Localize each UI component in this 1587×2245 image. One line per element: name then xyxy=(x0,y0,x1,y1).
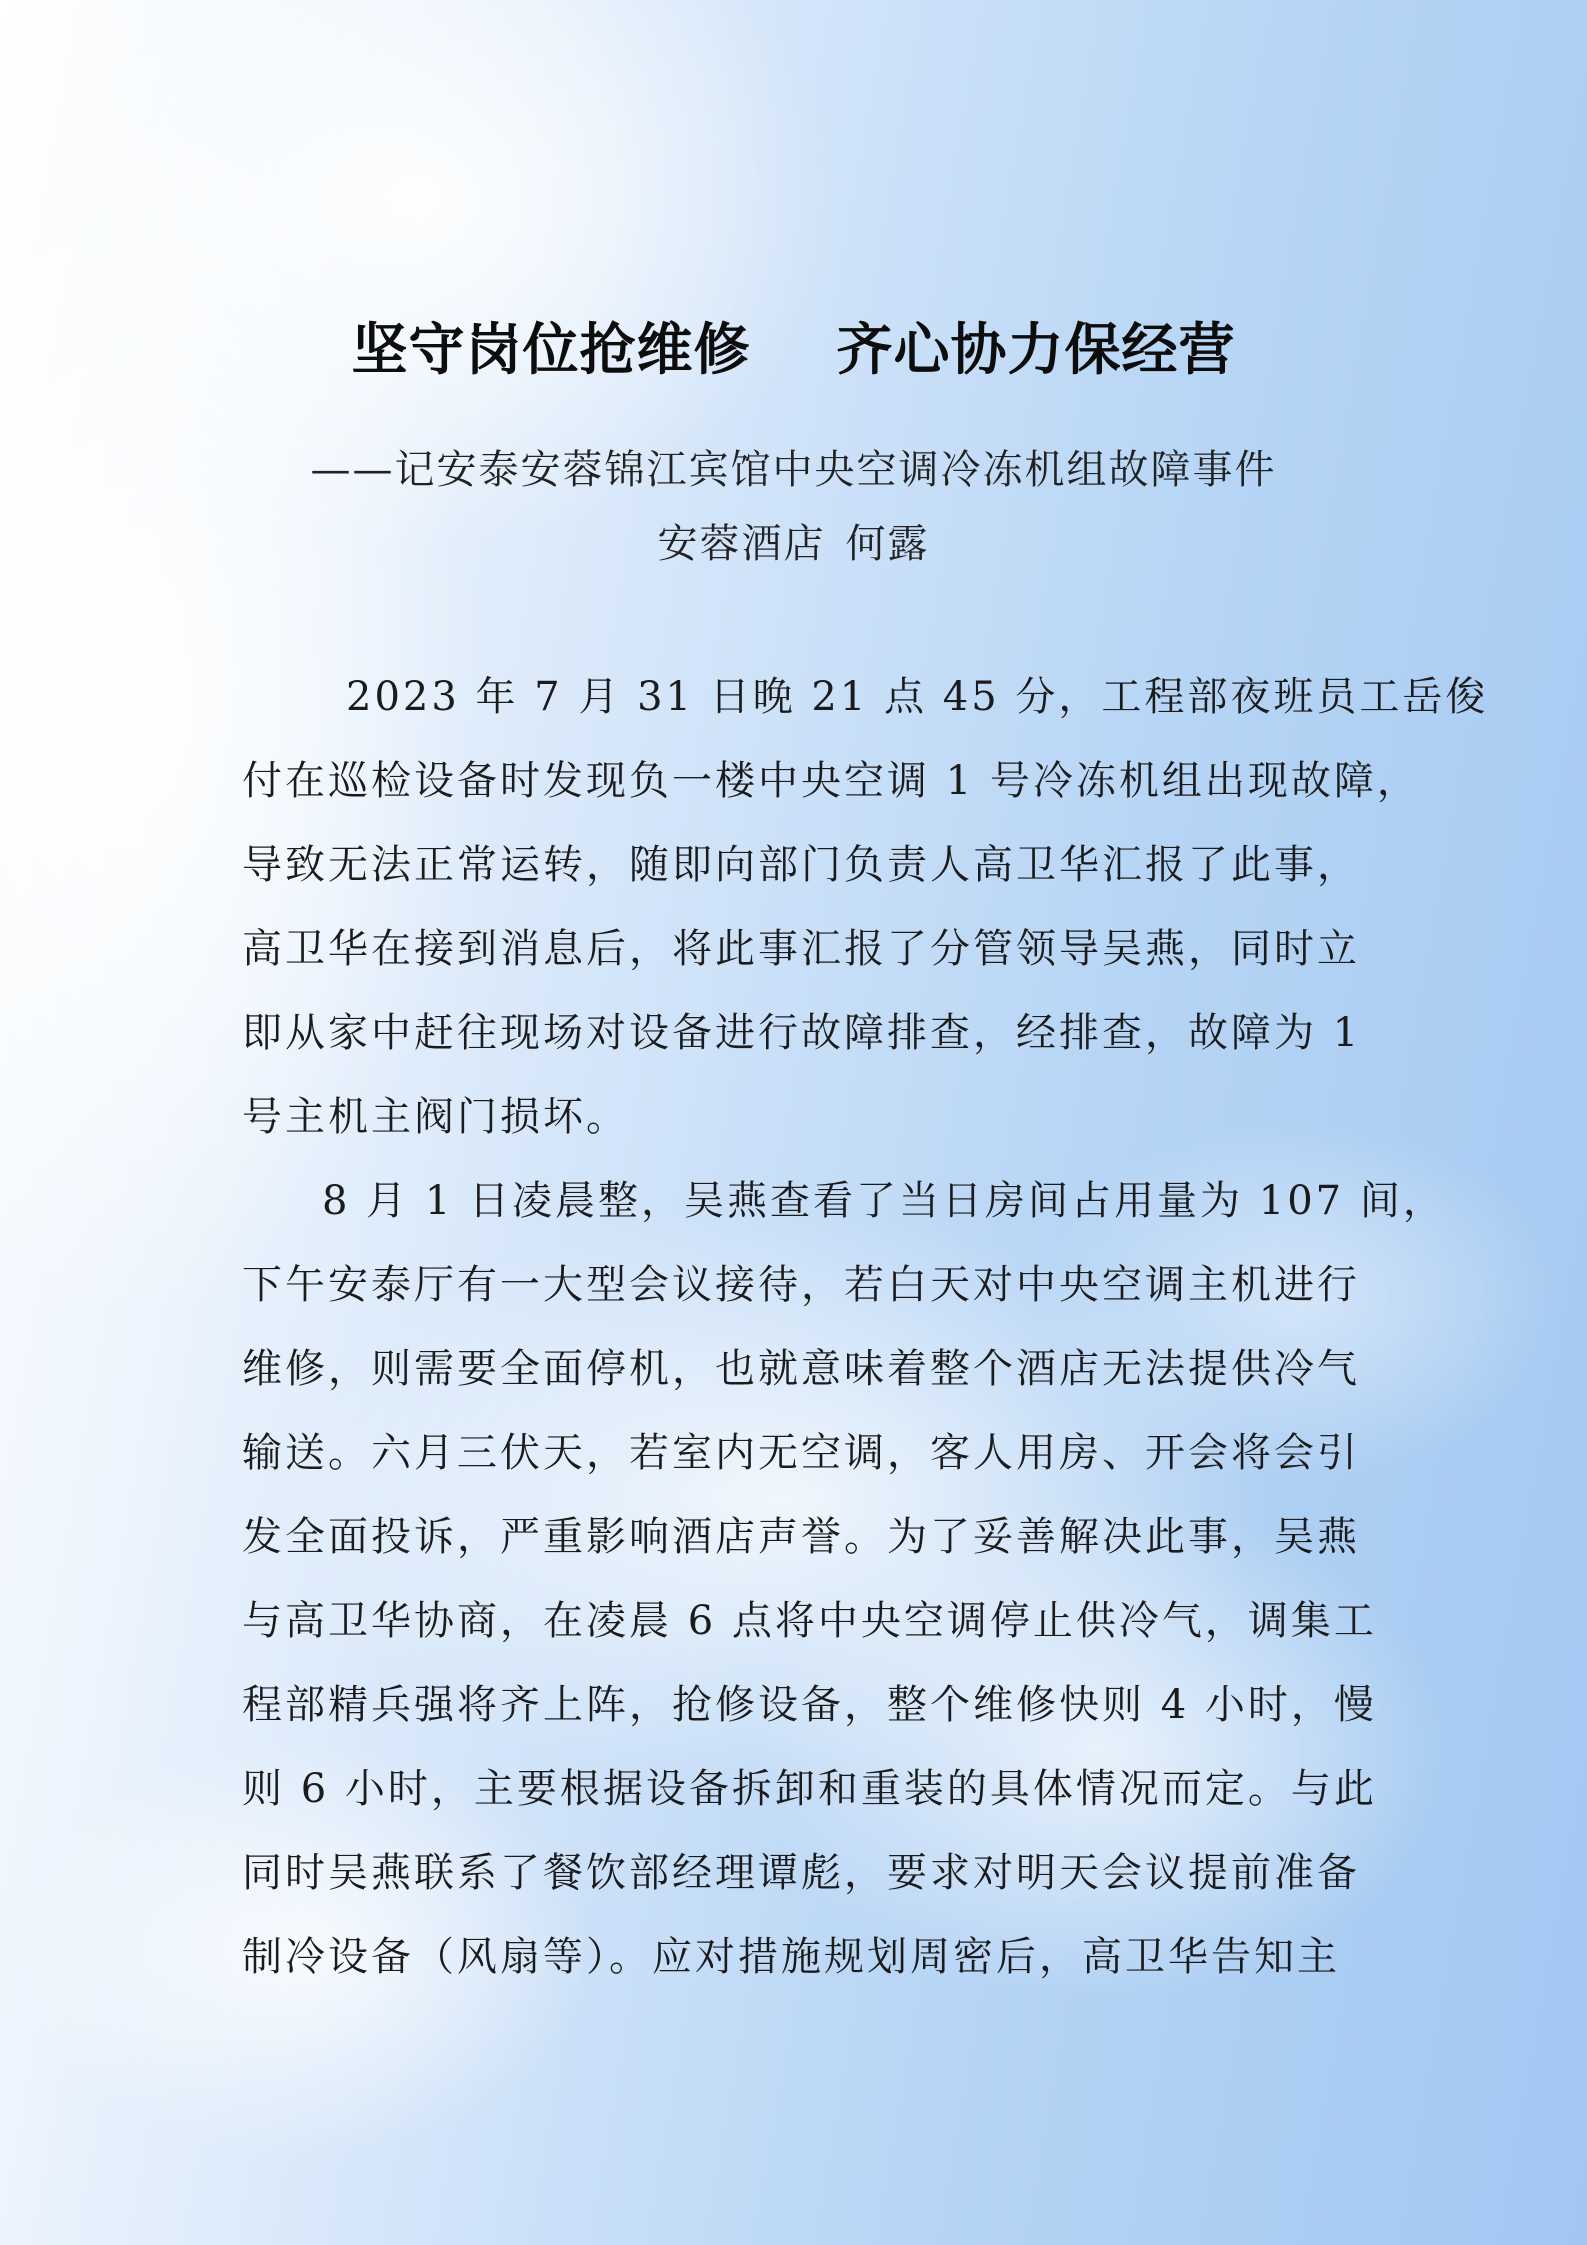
paragraph-line: 输送。六月三伏天，若室内无空调，客人用房、开会将会引 xyxy=(242,1430,1360,1476)
author-line xyxy=(0,514,1587,574)
paragraph-line: 号主机主阀门损坏。 xyxy=(242,1094,629,1140)
paragraph-2 xyxy=(242,1166,1446,2006)
article-body xyxy=(242,662,1489,2006)
paragraph-line: 2023 年 7 月 31 日晚 21 点 45 分，工程部夜班员工岳俊 xyxy=(346,674,1489,720)
author-org: 安蓉酒店 xyxy=(657,521,826,567)
paragraph-line: 发全面投诉，严重影响酒店声誉。为了妥善解决此事，吴燕 xyxy=(242,1514,1360,1560)
page-title xyxy=(0,315,1587,387)
paragraph-line: 与高卫华协商，在凌晨 6 点将中央空调停止供冷气，调集工 xyxy=(242,1598,1377,1644)
paragraph-line: 付在巡检设备时发现负一楼中央空调 1 号冷冻机组出现故障， xyxy=(242,758,1420,804)
paragraph-line: 则 6 小时，主要根据设备拆卸和重装的具体情况而定。与此 xyxy=(242,1766,1377,1812)
paragraph-line: 程部精兵强将齐上阵，抢修设备，整个维修快则 4 小时，慢 xyxy=(242,1682,1377,1728)
subtitle: ——记安泰安蓉锦江宾馆中央空调冷冻机组故障事件 xyxy=(310,447,1277,493)
paragraph-line: 8 月 1 日凌晨整，吴燕查看了当日房间占用量为 107 间， xyxy=(322,1178,1446,1224)
paragraph-line: 导致无法正常运转，随即向部门负责人高卫华汇报了此事， xyxy=(242,842,1360,888)
title-part-2: 齐心协力保经营 xyxy=(836,318,1236,383)
paragraph-line: 同时吴燕联系了餐饮部经理谭彪，要求对明天会议提前准备 xyxy=(242,1850,1360,1896)
title-part-1: 坚守岗位抢维修 xyxy=(351,318,751,383)
paragraph-line: 高卫华在接到消息后，将此事汇报了分管领导吴燕，同时立 xyxy=(242,926,1360,972)
author-name: 何露 xyxy=(845,521,930,567)
paragraph-line: 维修，则需要全面停机，也就意味着整个酒店无法提供冷气 xyxy=(242,1346,1360,1392)
paragraph-1 xyxy=(242,662,1489,1166)
paragraph-line: 下午安泰厅有一大型会议接待，若白天对中央空调主机进行 xyxy=(242,1262,1360,1308)
paragraph-line: 制冷设备（风扇等）。应对措施规划周密后，高卫华告知主 xyxy=(242,1934,1340,1980)
paragraph-line: 即从家中赶往现场对设备进行故障排查，经排查，故障为 1 xyxy=(242,1010,1362,1056)
